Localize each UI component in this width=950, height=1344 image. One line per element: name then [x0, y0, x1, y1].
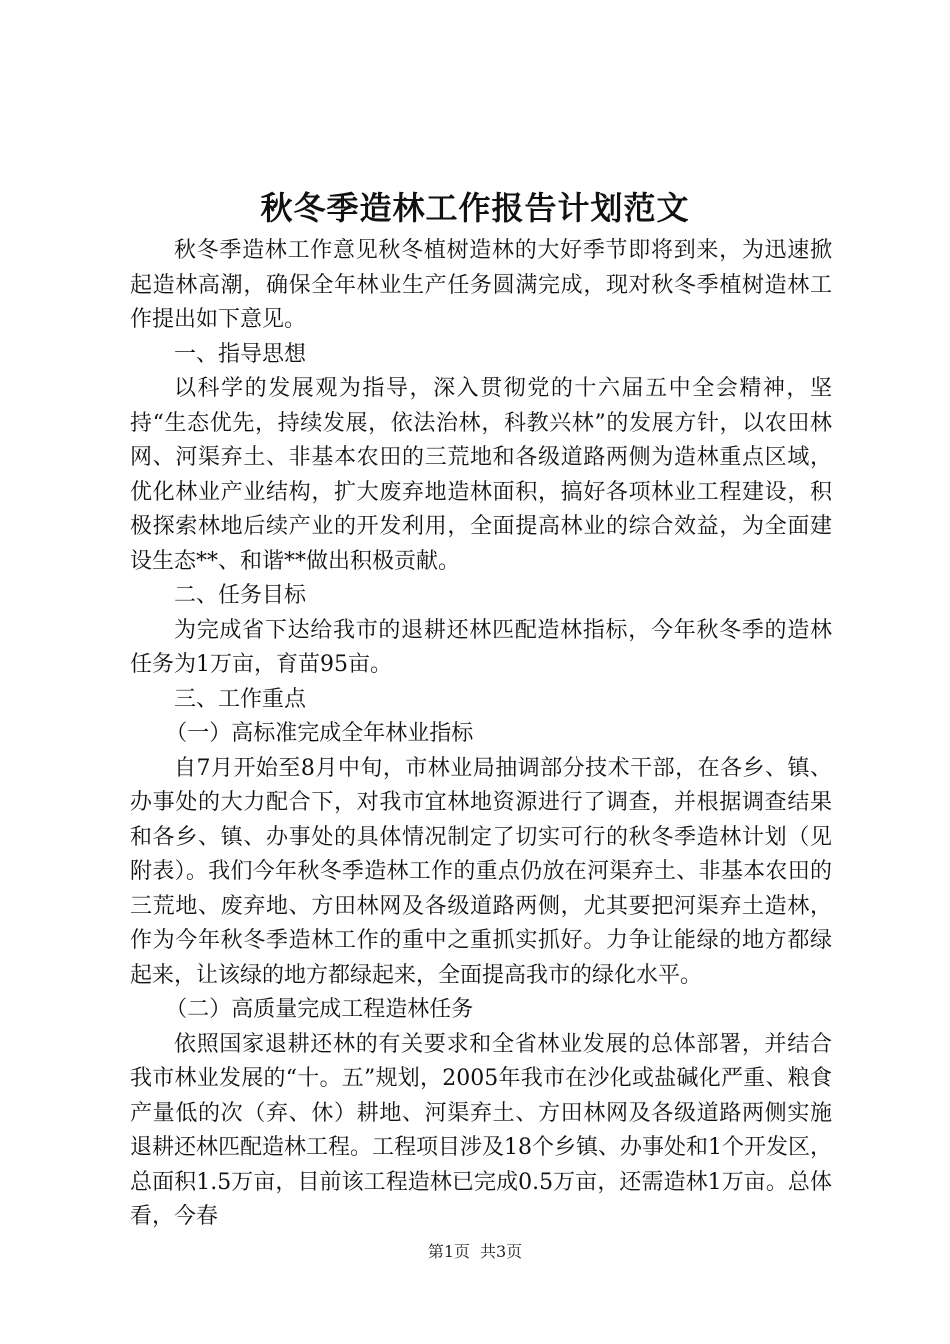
paragraph-task-goals: 为完成省下达给我市的退耕还林匹配造林指标，今年秋冬季的造林任务为1万亩，育苗95亩。 — [130, 617, 832, 677]
paragraph-guiding-ideology: 以科学的发展观为指导，深入贯彻党的十六届五中全会精神，坚持“生态优先，持续发展，依法治林，科教兴林”的发展方针，以农田林网、河渠弃土、非基本农田的三荒地和各级道路两侧为造林重点区域，优化林业产业结构，扩大废弃地造林面积，搞好各项林业工程建设，积极探索林地后续产业的开发利用，全面提高林业的综合效益，为全面建设生态**、和谐**做出积极贡献。 — [130, 376, 832, 574]
paragraph-annual-targets: 自7月开始至8月中旬，市林业局抽调部分技术干部，在各乡、镇、办事处的大力配合下，对我市宜林地资源进行了调查，并根据调查结果和各乡、镇、办事处的具体情况制定了切实可行的秋冬季造林计划（见附表）。我们今年秋冬季造林工作的重点仍放在河渠弃土、非基本农田的三荒地、废弃地、方田林网及各级道路两侧，尤其要把河渠弃土造林，作为今年秋冬季造林工作的重中之重抓实抓好。力争让能绿的地方都绿起来，让该绿的地方都绿起来，全面提高我市的绿化水平。 — [130, 755, 832, 988]
intro-paragraph: 秋冬季造林工作意见秋冬植树造林的大好季节即将到来，为迅速掀起造林高潮，确保全年林业生产任务圆满完成，现对秋冬季植树造林工作提出如下意见。 — [130, 238, 832, 332]
section-heading-work-focus: 三、工作重点 — [174, 686, 307, 712]
paragraph-project-tasks: 依照国家退耕还林的有关要求和全省林业发展的总体部署，并结合我市林业发展的“十。五”规划，2005年我市在沙化或盐碱化严重、粮食产量低的次（弃、休）耕地、河渠弃土、方田林网及各级道路两侧实施退耕还林匹配造林工程。工程项目涉及18个乡镇、办事处和1个开发区，总面积1.5万亩，目前该工程造林已完成0.5万亩，还需造林1万亩。总体看，今春 — [130, 1031, 832, 1229]
document-title: 秋冬季造林工作报告计划范文 — [260, 189, 690, 227]
section-heading-task-goals: 二、任务目标 — [174, 583, 307, 608]
subsection-heading-annual-targets: （一）高标准完成全年林业指标 — [165, 721, 474, 746]
document-body — [130, 234, 832, 1235]
page-number: 第1页 — [427, 1242, 470, 1261]
section-heading-guiding-ideology: 一、指导思想 — [174, 341, 307, 367]
page-footer — [0, 1240, 950, 1264]
subsection-heading-project-tasks: （二）高质量完成工程造林任务 — [165, 997, 474, 1022]
page-total: 共3页 — [480, 1242, 523, 1261]
